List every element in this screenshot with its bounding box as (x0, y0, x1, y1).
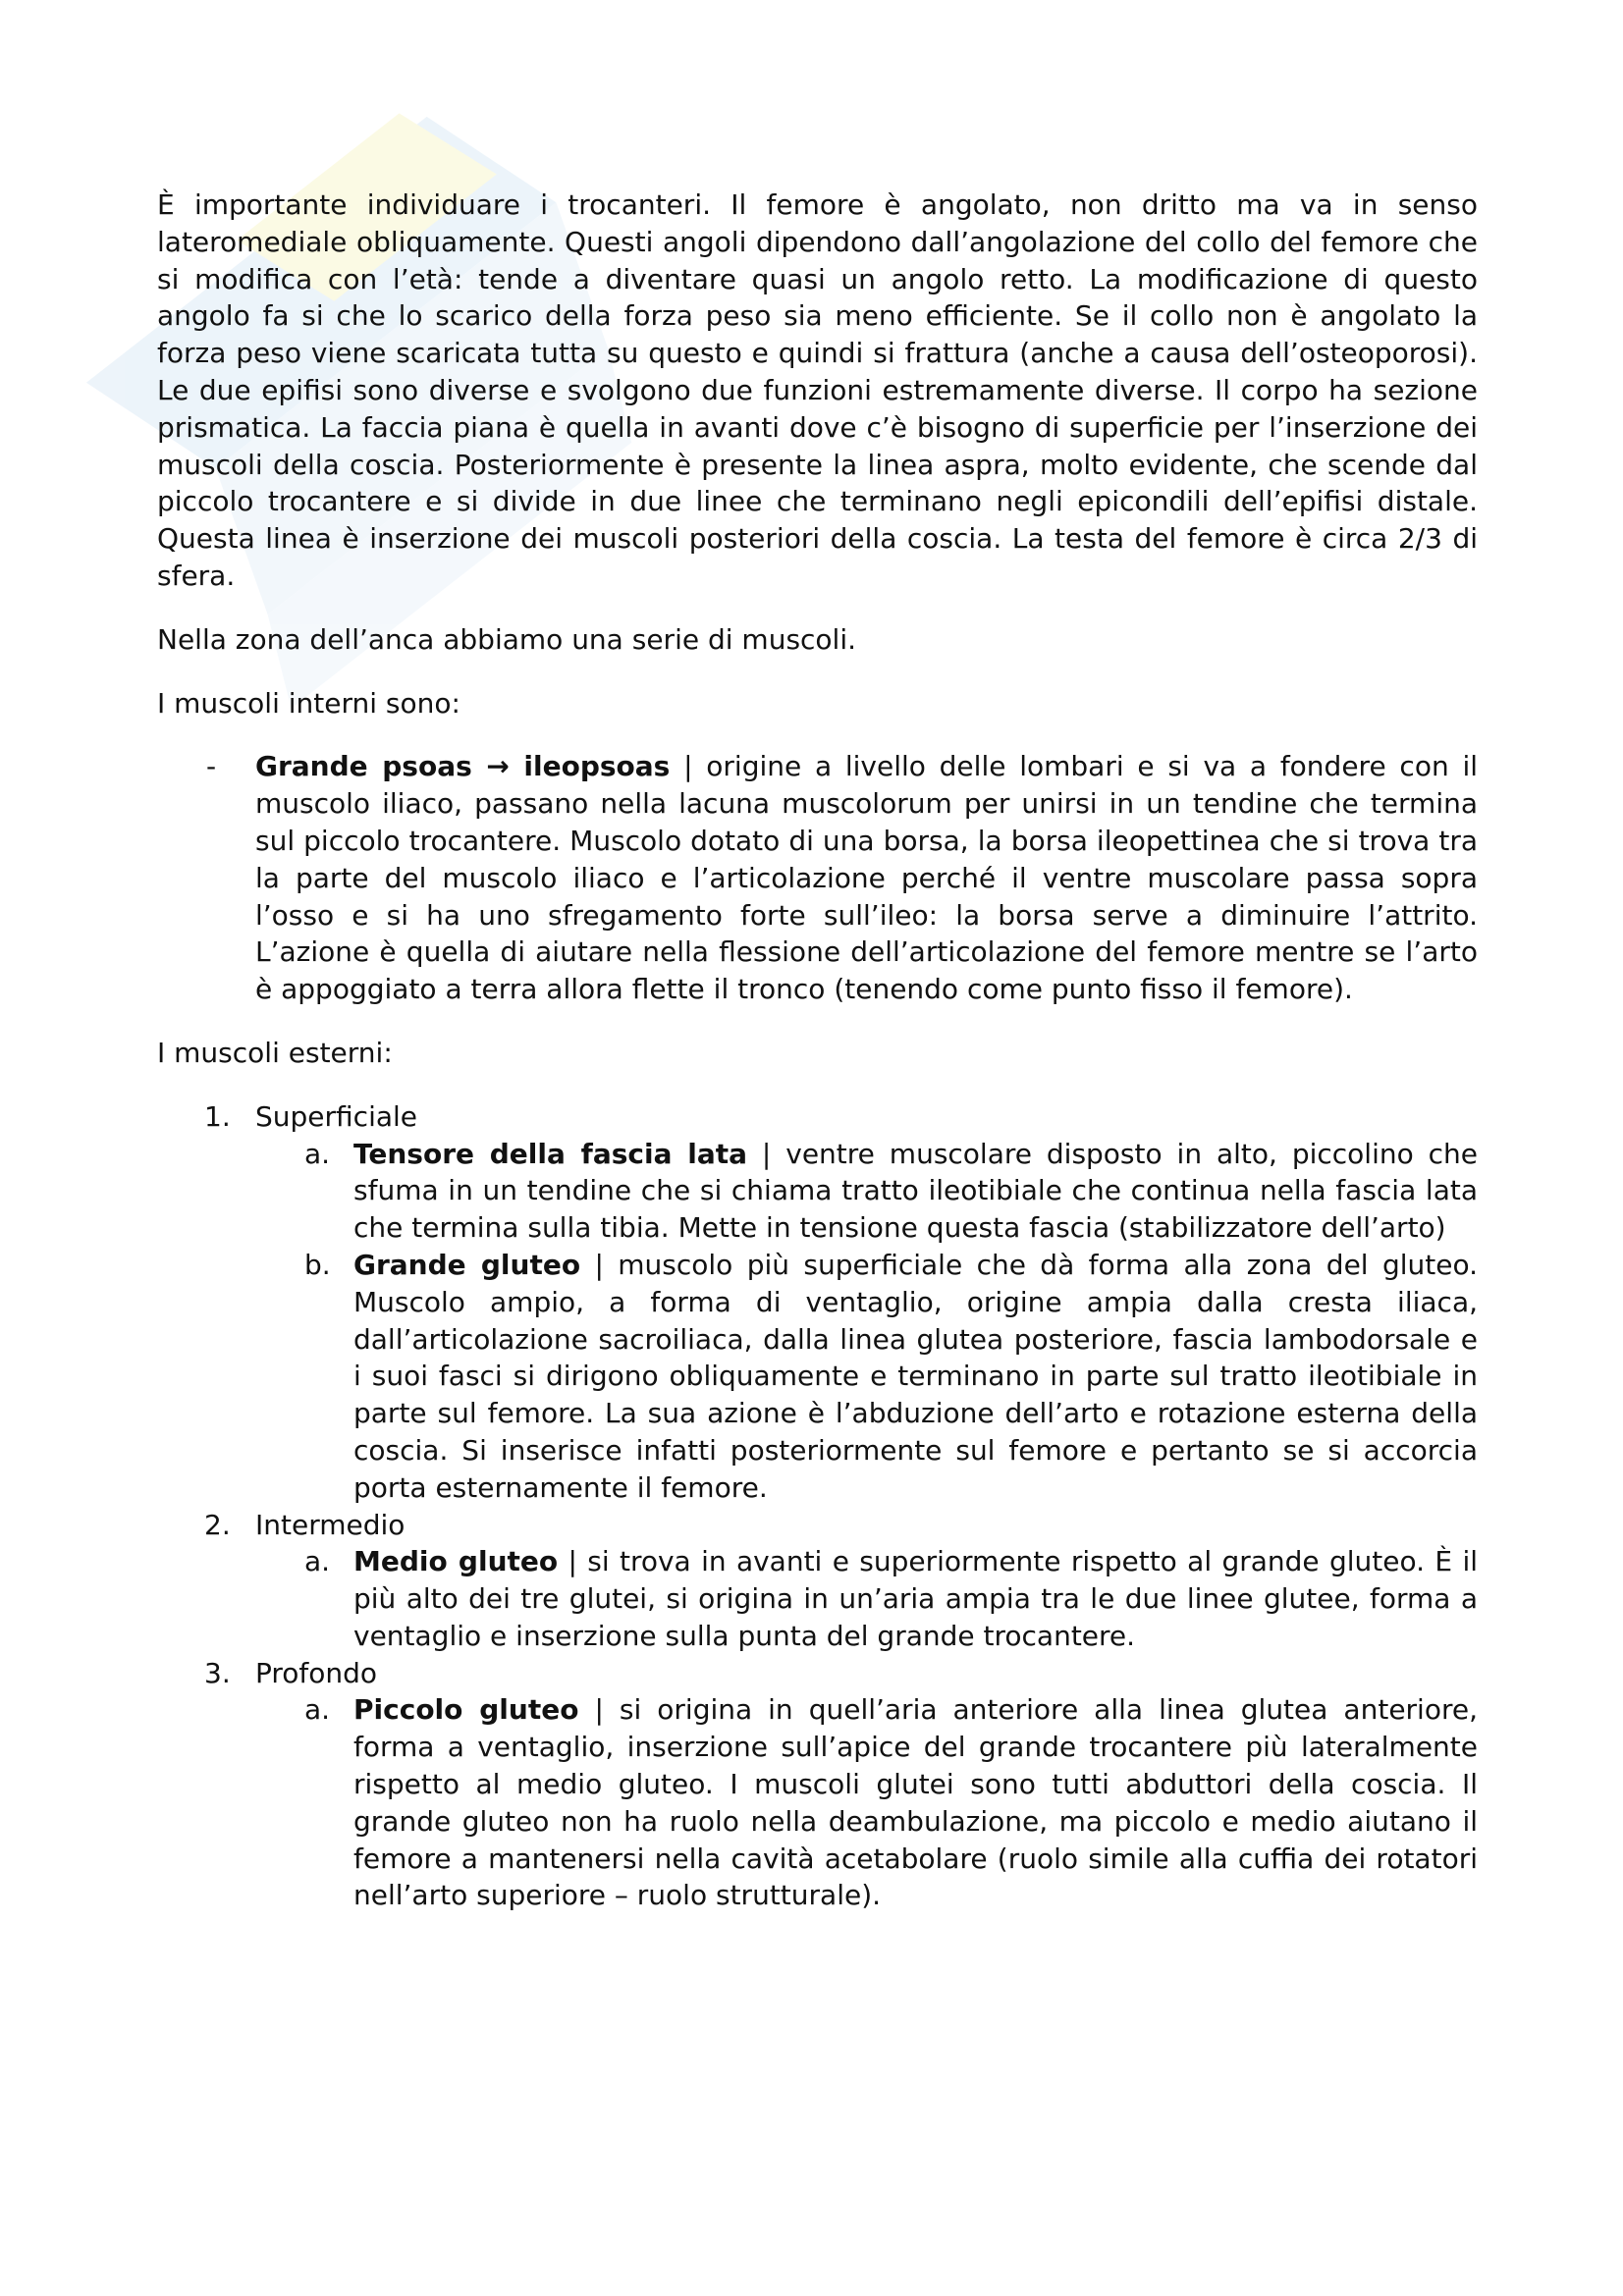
description-medio-gluteo: | si trova in avanti e superiormente rispetto al grande gluteo. È il più alto dei tre glutei, si origina in un’aria ampia tra le due linee glutee, forma a ventaglio e inserzione sulla punta del grande trocantere. (353, 1545, 1478, 1652)
list-letter: a. (304, 1693, 331, 1727)
description-tensore-fascia-lata: | ventre muscolare disposto in alto, piccolino che sfuma in un tendine che si chiama tratto ileotibiale che continua nella fascia lata che termina sulla tibia. Mette in tensione questa fascia (stabilizzatore dell’arto) (353, 1137, 1479, 1245)
list-item-medio-gluteo (157, 1543, 1478, 1654)
list-item-ileopsoas (157, 748, 1478, 1008)
description-ileopsoas: | origine a livello delle lombari e si va a fondere con il muscolo iliaco, passano nella lacuna muscolorum per unirsi in un tendine che termina sul piccolo trocantere. Muscolo dotato di una borsa, la borsa ileopettinea che si trova tra la parte del muscolo iliaco e l’articolazione perché il ventre muscolare passa sopra l’osso e si ha uno sfregamento forte sull’ileo: la borsa serve a diminuire l’attrito. L’azione è quella di aiutare nella flessione dell’articolazione del femore mentre se l’arto è appoggiato a terra allora flette il tronco (tenendo come punto fisso il femore). (255, 750, 1479, 1006)
description-piccolo-gluteo: | si origina in quell’aria anteriore alla linea glutea anteriore, forma a ventaglio, inserzione sull’apice del grande trocantere più lateralmente rispetto al medio gluteo. I muscoli glutei sono tutti abduttori della coscia. Il grande gluteo non ha ruolo nella deambulazione, ma piccolo e medio aiutano il femore a mantenersi nella cavità acetabolare (ruolo simile alla cuffia dei rotatori nell’arto superiore – ruolo strutturale). (353, 1693, 1478, 1912)
external-muscles-list (157, 1098, 1478, 1915)
list-item-superficiale (157, 1098, 1478, 1136)
list-number: 2. (204, 1508, 231, 1541)
list-item-piccolo-gluteo (157, 1691, 1478, 1914)
list-number: 3. (204, 1656, 231, 1689)
list-item-profondo (157, 1655, 1478, 1692)
group-label-intermedio: Intermedio (255, 1508, 406, 1541)
list-letter: b. (304, 1248, 331, 1281)
term-ileopsoas: Grande psoas → ileopsoas (255, 750, 671, 783)
term-tensore-fascia-lata: Tensore della fascia lata (353, 1137, 747, 1170)
term-medio-gluteo: Medio gluteo (353, 1545, 559, 1578)
list-dash-marker: - (206, 750, 217, 783)
term-grande-gluteo: Grande gluteo (353, 1248, 581, 1281)
paragraph-femore: È importante individuare i trocanteri. Il femore è angolato, non dritto ma va in senso lateromediale obliquamente. Questi angoli dipendono dall’angolazione del collo del femore che si modifica con l’età: tende a diventare quasi un angolo retto. La modificazione di questo angolo fa si che lo scarico della forza peso sia meno efficiente. Se il collo non è angolato la forza peso viene scaricata tutta su questo e quindi si frattura (anche a causa dell’osteoporosi). Le due epifisi sono diverse e svolgono due funzioni estremamente diverse. Il corpo ha sezione prismatica. La faccia piana è quella in avanti dove c’è bisogno di superficie per l’inserzione dei muscoli della coscia. Posteriormente è presente la linea aspra, molto evidente, che scende dal piccolo trocantere e si divide in due linee che terminano negli epicondili dell’epifisi distale. Questa linea è inserzione dei muscoli posteriori della coscia. La testa del femore è circa 2/3 di sfera. (157, 188, 1478, 592)
description-grande-gluteo: | muscolo più superficiale che dà forma alla zona del gluteo. Muscolo ampio, a forma di ventaglio, origine ampia dalla cresta iliaca, dall’articolazione sacroiliaca, dalla linea glutea posteriore, fascia lambodorsale e i suoi fasci si dirigono obliquamente e terminano in parte sul tratto ileotibiale in parte sul femore. La sua azione è l’abduzione dell’arto e rotazione esterna della coscia. Si inserisce infatti posteriormente sul femore e pertanto se si accorcia porta esternamente il femore. (353, 1248, 1479, 1504)
list-letter: a. (304, 1137, 331, 1170)
paragraph-muscoli-esterni: I muscoli esterni: (157, 1036, 393, 1069)
list-item-intermedio (157, 1507, 1478, 1544)
list-item-tensore-fascia-lata (157, 1136, 1478, 1247)
paragraph-muscoli-interni: I muscoli interni sono: (157, 686, 460, 720)
list-number: 1. (204, 1099, 231, 1133)
group-label-profondo: Profondo (255, 1656, 378, 1689)
document-page (157, 187, 1478, 1914)
group-label-superficiale: Superficiale (255, 1099, 418, 1133)
list-letter: a. (304, 1545, 331, 1578)
paragraph-anca: Nella zona dell’anca abbiamo una serie di muscoli. (157, 622, 857, 656)
list-item-grande-gluteo (157, 1247, 1478, 1507)
term-piccolo-gluteo: Piccolo gluteo (353, 1693, 579, 1727)
